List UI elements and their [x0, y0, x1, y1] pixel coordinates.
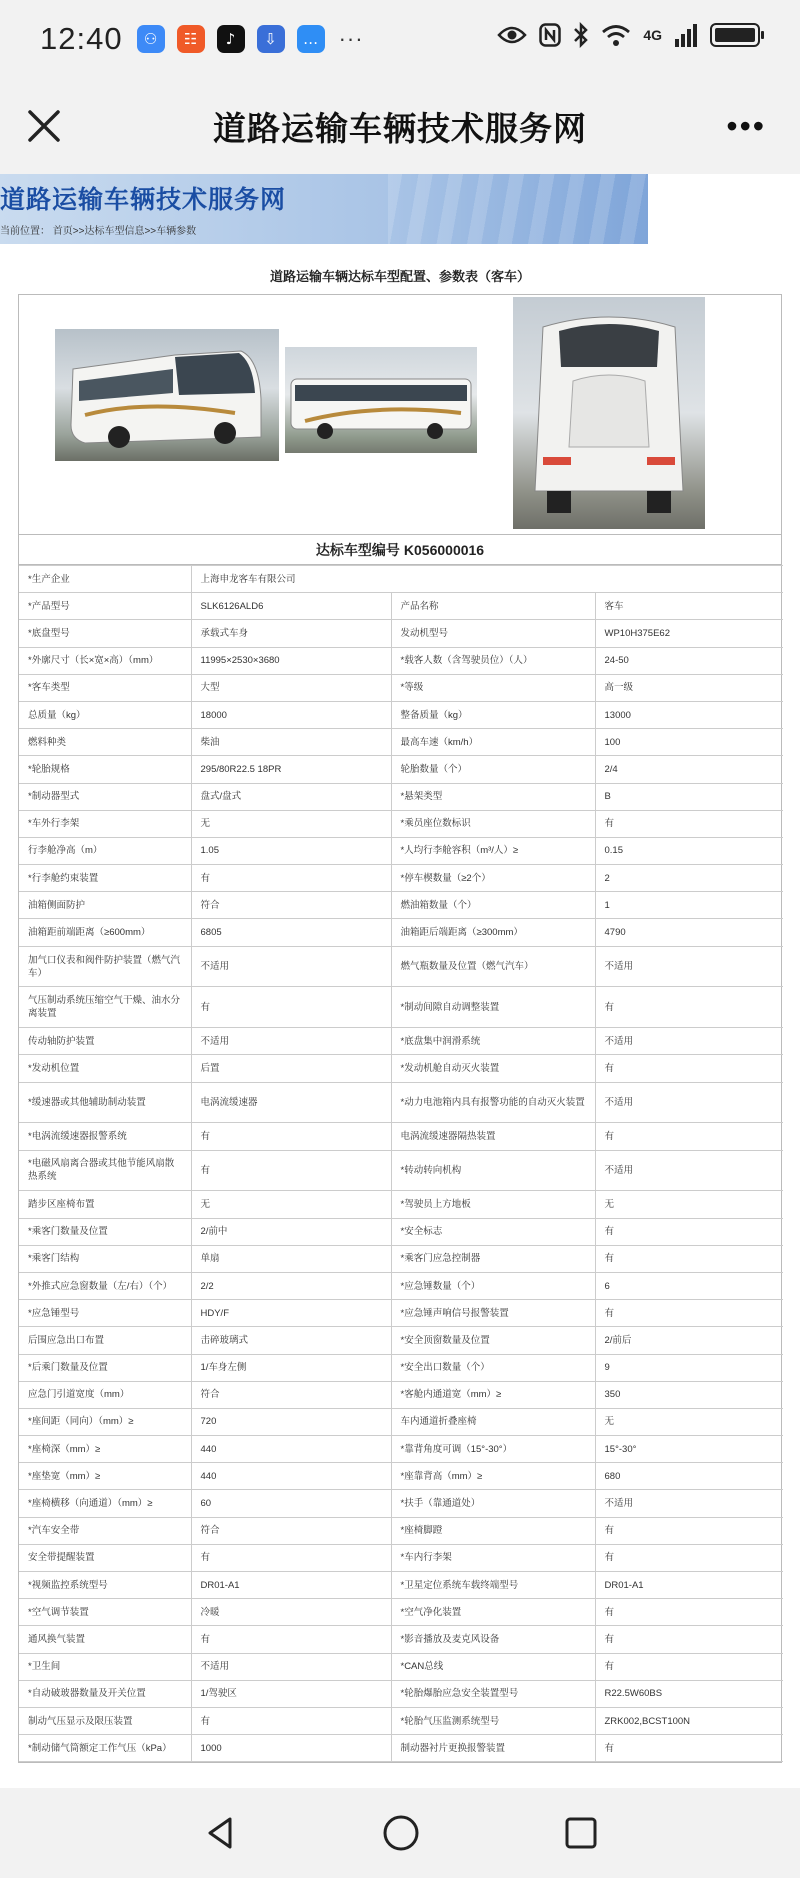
param-label: *影音播放及麦克风设备 [391, 1626, 595, 1653]
param-label: 整备质量（kg） [391, 701, 595, 728]
table-row [19, 647, 783, 674]
param-value: 有 [191, 865, 391, 892]
param-label: 最高车速（km/h） [391, 729, 595, 756]
vehicle-code-label: 达标车型编号 [315, 541, 400, 558]
param-label: *动力电池箱内具有报警功能的自动灭火装置 [391, 1082, 595, 1123]
param-label: *应急锤型号 [19, 1300, 191, 1327]
vehicle-code-row [19, 535, 781, 565]
param-value: 无 [595, 1408, 783, 1435]
param-value: 440 [191, 1463, 391, 1490]
param-value: 不适用 [595, 1150, 783, 1191]
message-app-icon: … [297, 25, 325, 53]
breadcrumb: 当前位置： 首页>>达标车型信息>>车辆参数 [0, 226, 197, 237]
table-row [19, 701, 783, 728]
param-label: *产品型号 [19, 593, 191, 620]
param-value: 不适用 [595, 1490, 783, 1517]
param-label: 轮胎数量（个） [391, 756, 595, 783]
param-value: 有 [595, 1517, 783, 1544]
table-row [19, 1680, 783, 1707]
param-label: *驾驶员上方地板 [391, 1191, 595, 1218]
param-value: 1/车身左侧 [191, 1354, 391, 1381]
table-row [19, 810, 783, 837]
param-label: *车内行李架 [391, 1544, 595, 1571]
param-value: 承载式车身 [191, 620, 391, 647]
param-label: 后围应急出口布置 [19, 1327, 191, 1354]
param-value: 单扇 [191, 1245, 391, 1272]
table-row [19, 1517, 783, 1544]
param-label: *CAN总线 [391, 1653, 595, 1680]
banner-decoration [388, 174, 648, 244]
param-value: 不适用 [191, 1653, 391, 1680]
param-label: 踏步区座椅布置 [19, 1191, 191, 1218]
table-row [19, 1218, 783, 1245]
param-value: 有 [595, 1626, 783, 1653]
param-label: *卫生间 [19, 1653, 191, 1680]
param-value: 2/4 [595, 756, 783, 783]
param-label: *视频监控系统型号 [19, 1572, 191, 1599]
param-value: 6805 [191, 919, 391, 946]
meituan-icon: ☷ [177, 25, 205, 53]
param-value: 有 [595, 987, 783, 1028]
param-label: 燃气瓶数量及位置（燃气汽车） [391, 946, 595, 987]
param-value: 有 [595, 1544, 783, 1571]
vehicle-spec-sheet [18, 294, 782, 1763]
param-value: 有 [191, 1544, 391, 1571]
param-value: 客车 [595, 593, 783, 620]
param-label: *生产企业 [19, 566, 191, 593]
param-value: 有 [191, 1707, 391, 1734]
table-row [19, 1300, 783, 1327]
param-label: *空气调节装置 [19, 1599, 191, 1626]
param-value: 1 [595, 892, 783, 919]
param-label: *轮胎爆胎应急安全装置型号 [391, 1680, 595, 1707]
param-label: 车内通道折叠座椅 [391, 1408, 595, 1435]
table-row [19, 1150, 783, 1191]
param-label: *乘员座位数标识 [391, 810, 595, 837]
param-value: 有 [595, 1123, 783, 1150]
param-value: DR01-A1 [191, 1572, 391, 1599]
param-label: 发动机型号 [391, 620, 595, 647]
param-label: *缓速器或其他辅助制动装置 [19, 1082, 191, 1123]
param-value: 24-50 [595, 647, 783, 674]
param-label: 燃油箱数量（个） [391, 892, 595, 919]
param-label: *安全出口数量（个） [391, 1354, 595, 1381]
param-label: 应急门引道宽度（mm） [19, 1381, 191, 1408]
param-value: 冷暖 [191, 1599, 391, 1626]
param-value: 2/2 [191, 1272, 391, 1299]
param-value: 2/前后 [595, 1327, 783, 1354]
table-row [19, 1572, 783, 1599]
wifi-icon [601, 23, 631, 47]
tiktok-icon: ♪ [217, 25, 245, 53]
param-value: 11995×2530×3680 [191, 647, 391, 674]
param-value: 不适用 [595, 1082, 783, 1123]
back-icon[interactable] [202, 1815, 238, 1851]
param-value: 上海申龙客车有限公司 [191, 566, 783, 593]
site-banner [0, 174, 648, 244]
signal-icon [674, 23, 698, 47]
table-row [19, 593, 783, 620]
vehicle-code-value: K056000016 [403, 541, 485, 558]
table-row [19, 674, 783, 701]
param-label: *转动转向机构 [391, 1150, 595, 1191]
param-label: *扶手（靠通道处） [391, 1490, 595, 1517]
param-label: *载客人数（含驾驶员位）（人） [391, 647, 595, 674]
table-row [19, 1191, 783, 1218]
param-label: *客舱内通道宽（mm）≥ [391, 1381, 595, 1408]
pay-app-icon: ⚇ [137, 25, 165, 53]
param-label: 油箱侧面防护 [19, 892, 191, 919]
param-value: DR01-A1 [595, 1572, 783, 1599]
param-label: *应急锤数量（个） [391, 1272, 595, 1299]
param-value: 不适用 [595, 946, 783, 987]
param-label: 制动气压显示及限压装置 [19, 1707, 191, 1734]
nfc-icon [539, 23, 561, 47]
table-row [19, 987, 783, 1028]
table-caption: 道路运输车辆达标车型配置、参数表（客车） [269, 269, 530, 284]
param-label: *轮胎气压监测系统型号 [391, 1707, 595, 1734]
param-value: 2/前中 [191, 1218, 391, 1245]
param-label: *座间距（同向）（mm）≥ [19, 1408, 191, 1435]
param-value: 电涡流缓速器 [191, 1082, 391, 1123]
param-label: *等级 [391, 674, 595, 701]
param-value: 高一级 [595, 674, 783, 701]
eye-icon [497, 24, 527, 46]
param-label: 产品名称 [391, 593, 595, 620]
param-value: 柴油 [191, 729, 391, 756]
table-row [19, 783, 783, 810]
param-value: HDY/F [191, 1300, 391, 1327]
param-label: *客车类型 [19, 674, 191, 701]
spec-table [19, 565, 783, 1762]
param-value: 符合 [191, 892, 391, 919]
param-label: *安全顶窗数量及位置 [391, 1327, 595, 1354]
param-value: 有 [595, 1599, 783, 1626]
param-label: *外推式应急窗数量（左/右）（个） [19, 1272, 191, 1299]
param-label: 总质量（kg） [19, 701, 191, 728]
table-row [19, 1327, 783, 1354]
param-label: *座靠背高（mm）≥ [391, 1463, 595, 1490]
param-value: 720 [191, 1408, 391, 1435]
table-row [19, 1408, 783, 1435]
param-label: *应急锤声响信号报警装置 [391, 1300, 595, 1327]
table-row [19, 865, 783, 892]
table-row [19, 1735, 783, 1762]
param-value: 有 [595, 810, 783, 837]
param-label: 电涡流缓速器隔热装置 [391, 1123, 595, 1150]
bluetooth-icon [573, 22, 589, 48]
recent-apps-icon[interactable] [564, 1816, 598, 1850]
table-row [19, 837, 783, 864]
param-label: *制动间隙自动调整装置 [391, 987, 595, 1028]
param-label: *乘客门应急控制器 [391, 1245, 595, 1272]
table-row [19, 1272, 783, 1299]
param-value: 18000 [191, 701, 391, 728]
table-row [19, 1028, 783, 1055]
status-bar [0, 0, 800, 78]
param-label: 油箱距后端距离（≥300mm） [391, 919, 595, 946]
param-label: 气压制动系统压缩空气干燥、油水分离装置 [19, 987, 191, 1028]
param-value: 440 [191, 1436, 391, 1463]
table-row [19, 919, 783, 946]
param-value: 60 [191, 1490, 391, 1517]
table-row [19, 1707, 783, 1734]
param-value: 680 [595, 1463, 783, 1490]
table-row [19, 1354, 783, 1381]
param-value: 有 [595, 1218, 783, 1245]
param-value: 有 [191, 1626, 391, 1653]
param-label: *座椅横移（向通道）（mm）≥ [19, 1490, 191, 1517]
param-value: 9 [595, 1354, 783, 1381]
param-value: 有 [595, 1245, 783, 1272]
param-value: 盘式/盘式 [191, 783, 391, 810]
status-icons [497, 22, 760, 48]
more-menu-button[interactable]: ••• [726, 108, 766, 144]
page-title: 道路运输车辆技术服务网 [213, 109, 587, 147]
param-label: *空气净化装置 [391, 1599, 595, 1626]
param-value: 不适用 [595, 1028, 783, 1055]
param-value: 有 [191, 1150, 391, 1191]
param-label: 传动轴防护装置 [19, 1028, 191, 1055]
param-label: 制动器衬片更换报警装置 [391, 1735, 595, 1762]
close-icon[interactable] [26, 108, 62, 144]
table-row [19, 1082, 783, 1123]
table-row [19, 1626, 783, 1653]
param-value: 1000 [191, 1735, 391, 1762]
param-value: 有 [595, 1055, 783, 1082]
param-value: 符合 [191, 1517, 391, 1544]
table-row [19, 1463, 783, 1490]
table-row [19, 1436, 783, 1463]
param-value: SLK6126ALD6 [191, 593, 391, 620]
vehicle-photos [19, 295, 781, 535]
param-label: *后乘门数量及位置 [19, 1354, 191, 1381]
param-label: *人均行李舱容积（m³/人）≥ [391, 837, 595, 864]
param-label: *制动器型式 [19, 783, 191, 810]
table-row [19, 892, 783, 919]
home-icon[interactable] [382, 1814, 420, 1852]
param-label: *停车楔数量（≥2个） [391, 865, 595, 892]
param-label: *悬架类型 [391, 783, 595, 810]
param-value: 1/驾驶区 [191, 1680, 391, 1707]
param-label: *自动破玻器数量及开关位置 [19, 1680, 191, 1707]
param-label: 油箱距前端距离（≥600mm） [19, 919, 191, 946]
param-label: *底盘集中润滑系统 [391, 1028, 595, 1055]
table-row [19, 756, 783, 783]
param-label: *制动储气筒额定工作气压（kPa） [19, 1735, 191, 1762]
browser-header [0, 78, 800, 174]
param-value: R22.5W60BS [595, 1680, 783, 1707]
table-row [19, 1381, 783, 1408]
param-value: 15°-30° [595, 1436, 783, 1463]
param-value: 有 [595, 1653, 783, 1680]
param-label: *外廓尺寸（长×宽×高）（mm） [19, 647, 191, 674]
param-value: WP10H375E62 [595, 620, 783, 647]
param-label: *座椅深（mm）≥ [19, 1436, 191, 1463]
param-label: *乘客门结构 [19, 1245, 191, 1272]
param-label: *底盘型号 [19, 620, 191, 647]
param-value: 有 [595, 1300, 783, 1327]
table-row [19, 946, 783, 987]
param-label: 燃料种类 [19, 729, 191, 756]
param-value: 无 [595, 1191, 783, 1218]
network-type: 4G [643, 27, 662, 43]
param-value: 295/80R22.5 18PR [191, 756, 391, 783]
table-row [19, 1544, 783, 1571]
download-app-icon: ⇩ [257, 25, 285, 53]
bus-front-photo [55, 329, 279, 461]
param-value: 有 [191, 1123, 391, 1150]
param-value: 6 [595, 1272, 783, 1299]
param-label: 行李舱净高（m） [19, 837, 191, 864]
param-value: 有 [191, 987, 391, 1028]
table-row [19, 566, 783, 593]
web-content [0, 174, 800, 1788]
param-value: 0.15 [595, 837, 783, 864]
param-label: *座椅脚蹬 [391, 1517, 595, 1544]
param-label: *电磁风扇离合器或其他节能风扇散热系统 [19, 1150, 191, 1191]
param-label: 加气口仪表和阀件防护装置（燃气汽车） [19, 946, 191, 987]
table-row [19, 1245, 783, 1272]
table-row [19, 1123, 783, 1150]
battery-icon [710, 23, 760, 47]
param-value: 有 [595, 1735, 783, 1762]
bus-side-photo [285, 347, 477, 453]
param-label: *行李舱约束装置 [19, 865, 191, 892]
param-value: 符合 [191, 1381, 391, 1408]
table-row [19, 1599, 783, 1626]
param-label: 安全带提醒装置 [19, 1544, 191, 1571]
param-value: ZRK002,BCST100N [595, 1707, 783, 1734]
param-value: 无 [191, 810, 391, 837]
param-value: 击碎玻璃式 [191, 1327, 391, 1354]
param-label: *发动机位置 [19, 1055, 191, 1082]
table-row [19, 1653, 783, 1680]
more-notifications-icon: ··· [338, 26, 364, 51]
param-value: 后置 [191, 1055, 391, 1082]
param-label: *电涡流缓速器报警系统 [19, 1123, 191, 1150]
param-value: 100 [595, 729, 783, 756]
table-row [19, 729, 783, 756]
table-row [19, 1055, 783, 1082]
param-value: 4790 [595, 919, 783, 946]
param-label: *靠背角度可调（15°-30°） [391, 1436, 595, 1463]
table-row [19, 620, 783, 647]
param-label: *卫星定位系统车载终端型号 [391, 1572, 595, 1599]
param-value: 2 [595, 865, 783, 892]
param-label: *安全标志 [391, 1218, 595, 1245]
table-row [19, 1490, 783, 1517]
site-title: 道路运输车辆技术服务网 [0, 186, 287, 214]
param-value: 1.05 [191, 837, 391, 864]
param-value: 大型 [191, 674, 391, 701]
param-value: 13000 [595, 701, 783, 728]
param-label: *发动机舱自动灭火装置 [391, 1055, 595, 1082]
clock: 12:40 [40, 21, 123, 56]
param-value: 不适用 [191, 946, 391, 987]
param-value: B [595, 783, 783, 810]
navigation-bar [0, 1788, 800, 1878]
param-label: *座垫宽（mm）≥ [19, 1463, 191, 1490]
param-label: *汽车安全带 [19, 1517, 191, 1544]
param-label: 通风换气装置 [19, 1626, 191, 1653]
param-label: *乘客门数量及位置 [19, 1218, 191, 1245]
param-value: 无 [191, 1191, 391, 1218]
param-label: *车外行李架 [19, 810, 191, 837]
param-value: 350 [595, 1381, 783, 1408]
param-value: 不适用 [191, 1028, 391, 1055]
param-label: *轮胎规格 [19, 756, 191, 783]
bus-rear-photo [513, 297, 705, 529]
